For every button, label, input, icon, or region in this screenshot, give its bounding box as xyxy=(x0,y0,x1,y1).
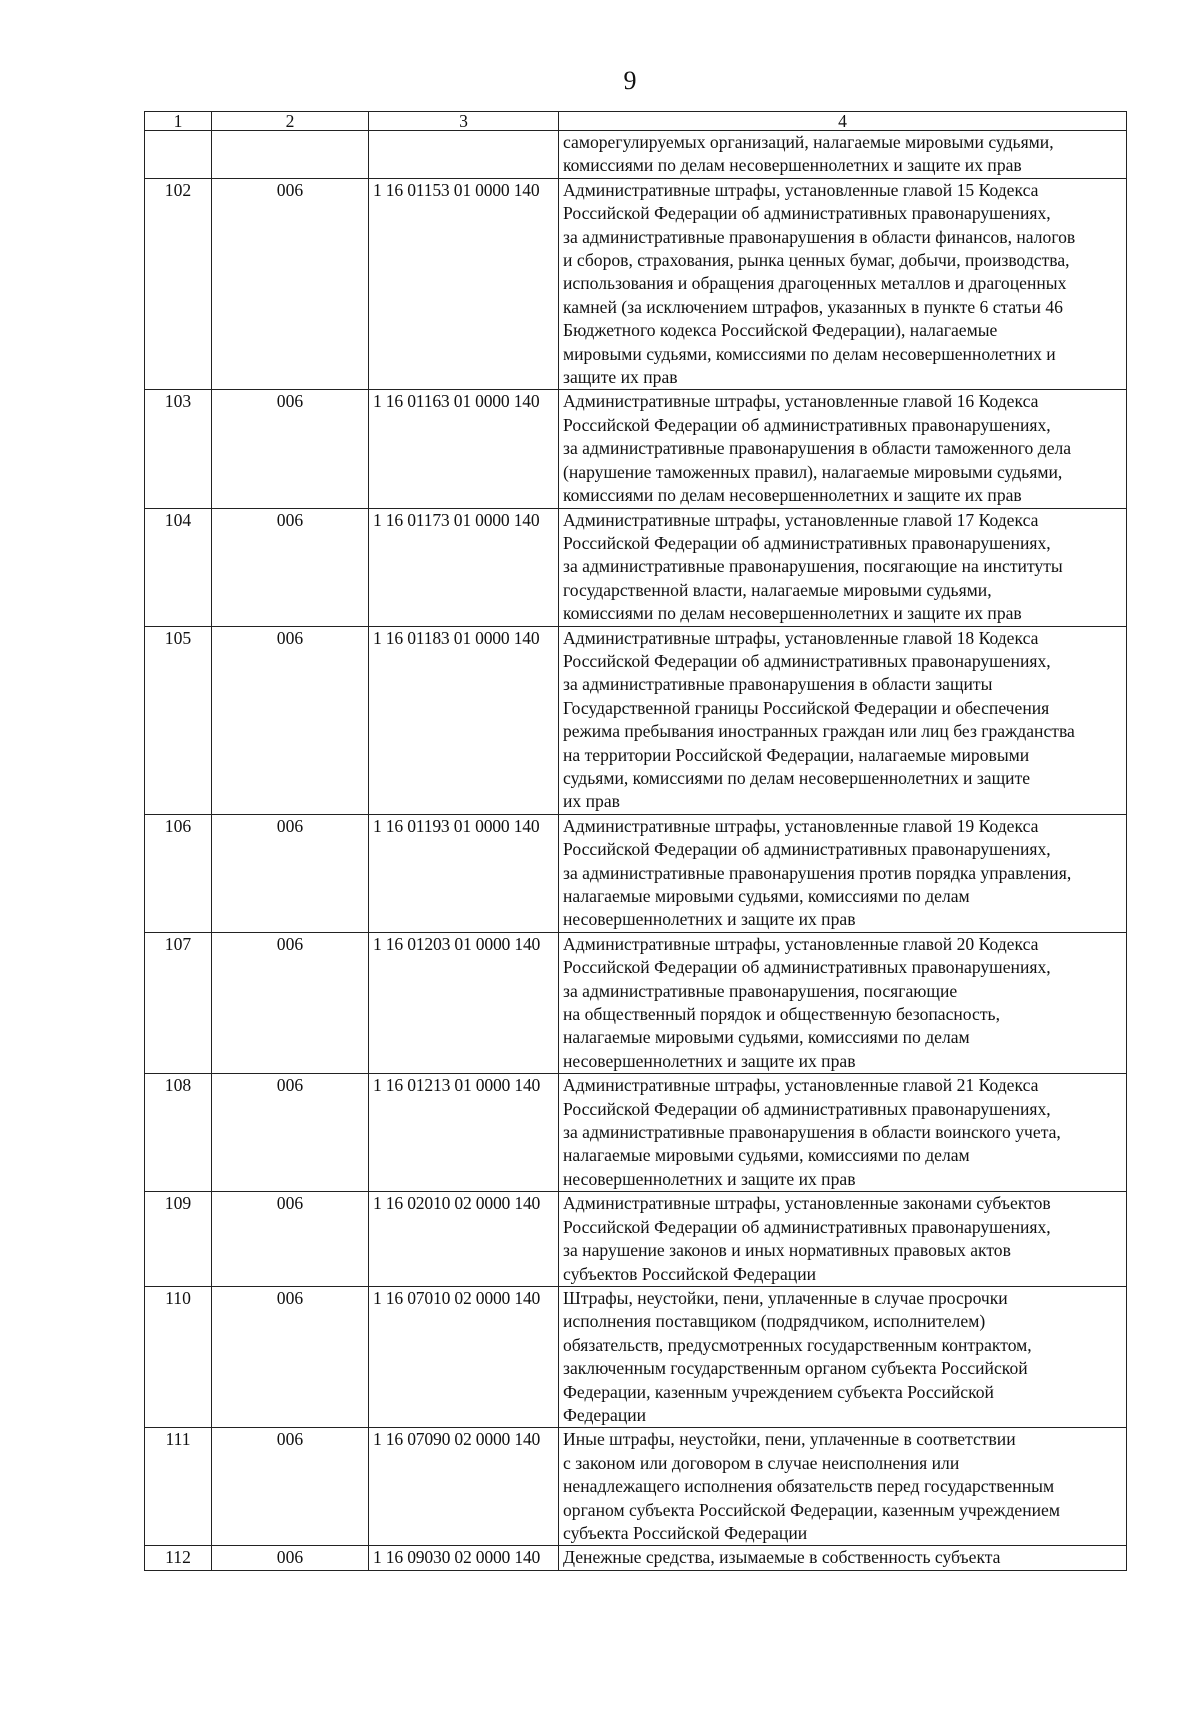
description-line: комиссиями по делам несовершеннолетних и защите их прав xyxy=(563,485,1022,506)
budget-code-cell: 1 16 02010 02 0000 140 xyxy=(369,1192,559,1287)
admin-code-cell: 006 xyxy=(212,932,369,1073)
description-line: Денежные средства, изымаемые в собственность субъекта xyxy=(563,1547,1001,1568)
description-cell xyxy=(559,1192,1127,1287)
table-row xyxy=(145,1546,1127,1570)
description-line: (нарушение таможенных правил), налагаемые мировыми судьями, xyxy=(563,461,1063,482)
column-header-1: 1 xyxy=(145,112,212,131)
description-line: за административные правонарушения в области таможенного дела xyxy=(563,438,1072,459)
budget-code-cell: 1 16 01183 01 0000 140 xyxy=(369,626,559,814)
description-line: судьями, комиссиями по делам несовершеннолетних и защите xyxy=(563,767,1031,788)
description-line: налагаемые мировыми судьями, комиссиями по делам xyxy=(563,1027,970,1048)
row-number-cell: 107 xyxy=(145,932,212,1073)
description-line: режима пребывания иностранных граждан или лиц без гражданства xyxy=(563,721,1075,742)
admin-code-cell: 006 xyxy=(212,626,369,814)
admin-code-cell: 006 xyxy=(212,390,369,508)
description-line: Административные штрафы, установленные главой 15 Кодекса xyxy=(563,179,1039,200)
row-number-cell: 103 xyxy=(145,390,212,508)
row-number-cell: 105 xyxy=(145,626,212,814)
description-line: за административные правонарушения, посягающие xyxy=(563,980,958,1001)
description-line: заключенным государственным органом субъекта Российской xyxy=(563,1358,1028,1379)
description-line: исполнения поставщиком (подрядчиком, исполнителем) xyxy=(563,1311,986,1332)
column-header-4: 4 xyxy=(559,112,1127,131)
description-line: за административные правонарушения в области защиты xyxy=(563,674,993,695)
budget-code-cell: 1 16 07010 02 0000 140 xyxy=(369,1286,559,1427)
row-number-cell: 109 xyxy=(145,1192,212,1287)
row-number-cell: 110 xyxy=(145,1286,212,1427)
description-line: Административные штрафы, установленные главой 19 Кодекса xyxy=(563,815,1039,836)
row-number-cell: 106 xyxy=(145,814,212,932)
description-line: органом субъекта Российской Федерации, казенным учреждением xyxy=(563,1499,1060,1520)
description-line: Административные штрафы, установленные главой 17 Кодекса xyxy=(563,509,1039,530)
budget-code-cell: 1 16 09030 02 0000 140 xyxy=(369,1546,559,1570)
admin-code-cell: 006 xyxy=(212,1428,369,1546)
description-line: Российской Федерации об административных правонарушениях, xyxy=(563,650,1051,671)
description-cell xyxy=(559,131,1127,179)
table-row xyxy=(145,1286,1127,1427)
row-number-cell: 111 xyxy=(145,1428,212,1546)
description-cell xyxy=(559,508,1127,626)
column-header-2: 2 xyxy=(212,112,369,131)
table-row xyxy=(145,1428,1127,1546)
description-line: субъектов Российской Федерации xyxy=(563,1263,817,1284)
table-row xyxy=(145,1074,1127,1192)
budget-code-cell: 1 16 01153 01 0000 140 xyxy=(369,178,559,390)
table-row xyxy=(145,131,1127,179)
admin-code-cell: 006 xyxy=(212,1286,369,1427)
description-line: Российской Федерации об административных правонарушениях, xyxy=(563,1216,1051,1237)
table-row xyxy=(145,626,1127,814)
description-line: Российской Федерации об административных правонарушениях, xyxy=(563,1098,1051,1119)
admin-code-cell: 006 xyxy=(212,1192,369,1287)
description-line: Штрафы, неустойки, пени, уплаченные в случае просрочки xyxy=(563,1287,1008,1308)
description-line: Российской Федерации об административных правонарушениях, xyxy=(563,839,1051,860)
description-line: на общественный порядок и общественную безопасность, xyxy=(563,1004,1000,1025)
table-header-row xyxy=(145,112,1127,131)
description-line: за административные правонарушения против порядка управления, xyxy=(563,862,1072,883)
description-line: на территории Российской Федерации, налагаемые мировыми xyxy=(563,744,1030,765)
description-cell xyxy=(559,1074,1127,1192)
description-line: и сборов, страхования, рынка ценных бумаг, добычи, производства, xyxy=(563,250,1070,271)
table-row xyxy=(145,390,1127,508)
description-line: Административные штрафы, установленные главой 20 Кодекса xyxy=(563,933,1039,954)
description-cell xyxy=(559,1546,1127,1570)
description-line: камней (за исключением штрафов, указанных в пункте 6 статьи 46 xyxy=(563,296,1063,317)
row-number-cell: 108 xyxy=(145,1074,212,1192)
admin-code-cell: 006 xyxy=(212,814,369,932)
description-line: за нарушение законов и иных нормативных правовых актов xyxy=(563,1240,1011,1261)
description-line: Российской Федерации об административных правонарушениях, xyxy=(563,414,1051,435)
row-number-cell: 104 xyxy=(145,508,212,626)
row-number-cell: 102 xyxy=(145,178,212,390)
description-line: Федерации, казенным учреждением субъекта Российской xyxy=(563,1381,994,1402)
admin-code-cell: 006 xyxy=(212,1074,369,1192)
description-cell xyxy=(559,1286,1127,1427)
budget-code-cell: 1 16 01163 01 0000 140 xyxy=(369,390,559,508)
description-line: Российской Федерации об административных правонарушениях, xyxy=(563,532,1051,553)
description-cell xyxy=(559,390,1127,508)
column-header-3: 3 xyxy=(369,112,559,131)
row-number-cell xyxy=(145,131,212,179)
description-line: несовершеннолетних и защите их прав xyxy=(563,1168,856,1189)
description-line: несовершеннолетних и защите их прав xyxy=(563,909,856,930)
description-line: за административные правонарушения в области финансов, налогов xyxy=(563,226,1076,247)
description-cell xyxy=(559,932,1127,1073)
description-line: Российской Федерации об административных правонарушениях, xyxy=(563,957,1051,978)
page-number: 9 xyxy=(623,66,637,95)
description-line: за административные правонарушения, посягающие на институты xyxy=(563,556,1063,577)
table-row xyxy=(145,932,1127,1073)
description-line: Иные штрафы, неустойки, пени, уплаченные в соответствии xyxy=(563,1429,1016,1450)
description-line: с законом или договором в случае неисполнения или xyxy=(563,1452,960,1473)
row-number-cell: 112 xyxy=(145,1546,212,1570)
description-line: Федерации xyxy=(563,1404,647,1425)
budget-code-cell: 1 16 01213 01 0000 140 xyxy=(369,1074,559,1192)
budget-code-cell: 1 16 01203 01 0000 140 xyxy=(369,932,559,1073)
description-line: налагаемые мировыми судьями, комиссиями по делам xyxy=(563,1145,970,1166)
budget-code-cell xyxy=(369,131,559,179)
description-line: государственной власти, налагаемые мировыми судьями, xyxy=(563,579,992,600)
budget-code-cell: 1 16 01173 01 0000 140 xyxy=(369,508,559,626)
description-line: их прав xyxy=(563,791,620,812)
table-row xyxy=(145,508,1127,626)
description-line: Российской Федерации об административных правонарушениях, xyxy=(563,203,1051,224)
description-line: Административные штрафы, установленные законами субъектов xyxy=(563,1193,1051,1214)
description-line: Бюджетного кодекса Российской Федерации), налагаемые xyxy=(563,320,998,341)
revenue-codes-table xyxy=(144,111,1127,1571)
budget-code-cell: 1 16 01193 01 0000 140 xyxy=(369,814,559,932)
table-row xyxy=(145,814,1127,932)
description-cell xyxy=(559,626,1127,814)
description-line: обязательств, предусмотренных государственным контрактом, xyxy=(563,1334,1032,1355)
description-cell xyxy=(559,178,1127,390)
admin-code-cell xyxy=(212,131,369,179)
table-body xyxy=(145,131,1127,1571)
description-line: использования и обращения драгоценных металлов и драгоценных xyxy=(563,273,1067,294)
admin-code-cell: 006 xyxy=(212,508,369,626)
description-line: Государственной границы Российской Федерации и обеспечения xyxy=(563,697,1050,718)
description-line: за административные правонарушения в области воинского учета, xyxy=(563,1122,1061,1143)
description-line: налагаемые мировыми судьями, комиссиями по делам xyxy=(563,886,970,906)
description-line: Административные штрафы, установленные главой 16 Кодекса xyxy=(563,391,1039,412)
description-line: мировыми судьями, комиссиями по делам несовершеннолетних и xyxy=(563,343,1056,364)
description-cell xyxy=(559,814,1127,932)
description-cell xyxy=(559,1428,1127,1546)
description-line: саморегулируемых организаций, налагаемые мировыми судьями, xyxy=(563,132,1054,152)
description-line: субъекта Российской Федерации xyxy=(563,1522,808,1543)
description-line: ненадлежащего исполнения обязательств перед государственным xyxy=(563,1476,1055,1497)
table-row xyxy=(145,178,1127,390)
description-line: несовершеннолетних и защите их прав xyxy=(563,1050,856,1071)
description-line: комиссиями по делам несовершеннолетних и защите их прав xyxy=(563,155,1022,176)
description-line: Административные штрафы, установленные главой 18 Кодекса xyxy=(563,627,1039,648)
description-line: комиссиями по делам несовершеннолетних и защите их прав xyxy=(563,603,1022,624)
admin-code-cell: 006 xyxy=(212,1546,369,1570)
description-line: Административные штрафы, установленные главой 21 Кодекса xyxy=(563,1075,1039,1096)
admin-code-cell: 006 xyxy=(212,178,369,390)
budget-code-cell: 1 16 07090 02 0000 140 xyxy=(369,1428,559,1546)
description-line: защите их прав xyxy=(563,367,678,388)
table-row xyxy=(145,1192,1127,1287)
